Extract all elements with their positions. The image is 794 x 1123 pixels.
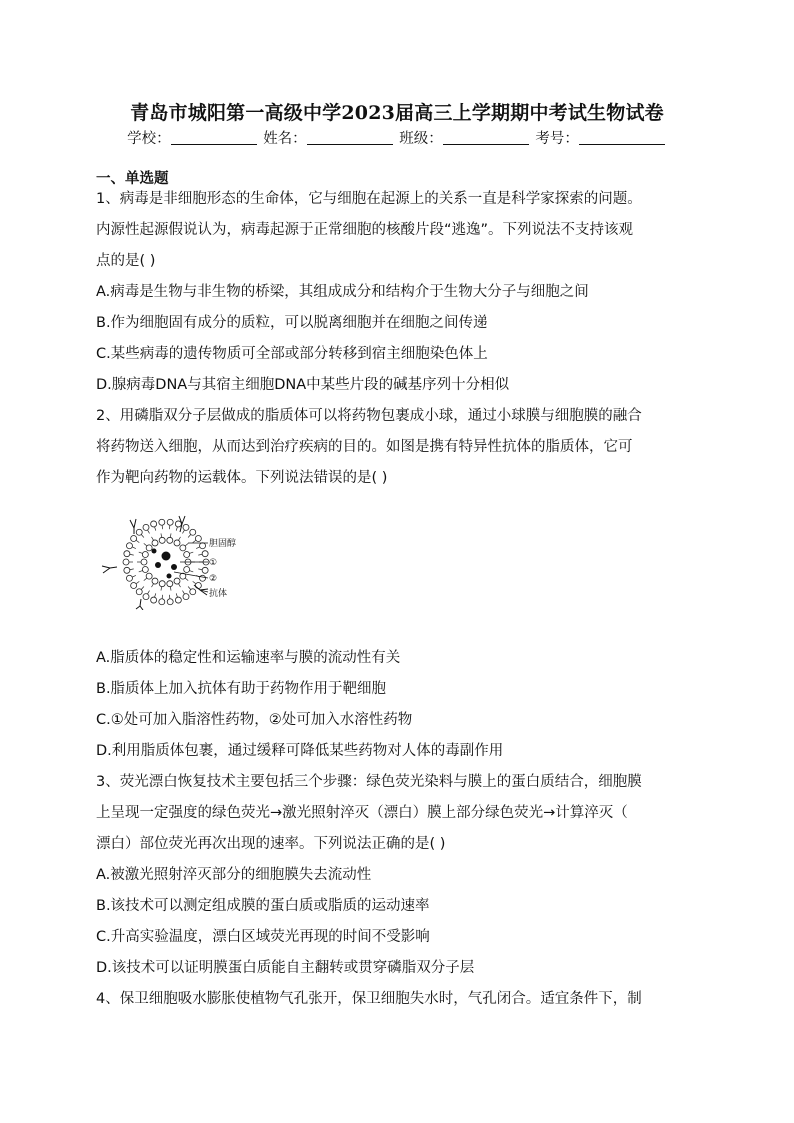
drug-particle (162, 552, 171, 561)
lipid-head (167, 537, 173, 543)
lipid-head (167, 519, 173, 525)
q4-stem-line-1: 4、保卫细胞吸水膨胀使植物气孔张开，保卫细胞失水时，气孔闭合。适宜条件下，制 (96, 991, 642, 1007)
antibody-shape (130, 519, 136, 534)
exam-number-label: 考号： (535, 131, 579, 147)
lipid-head (200, 543, 206, 549)
school-blank[interactable] (171, 130, 257, 145)
q1-stem-line-2: 内源性起源假说认为，病毒起源于正常细胞的核酸片段“逃逸”。下列说法不支持该观 (96, 222, 634, 238)
drug-particles (152, 549, 178, 579)
class-blank[interactable] (443, 130, 529, 145)
q1-option-c: C.某些病毒的遗传物质可全部或部分转移到宿主细胞染色体上 (96, 346, 488, 362)
lipid-head (143, 594, 149, 600)
q3-option-c: C.升高实验温度，漂白区域荧光再现的时间不受影响 (96, 929, 430, 945)
lipid-head (200, 575, 206, 581)
lipid-head (202, 551, 208, 557)
lipid-head (146, 573, 152, 579)
drug-particle (167, 574, 172, 579)
antibody-shape (102, 566, 117, 573)
lipid-head (159, 599, 165, 605)
q2-stem-line-1: 2、用磷脂双分子层做成的脂质体可以将药物包裹成小球，通过小球膜与细胞膜的融合 (96, 408, 642, 424)
label-site-1: ① (209, 558, 218, 568)
lipid-head (131, 535, 137, 541)
section-title: 一、单选题 (96, 171, 169, 187)
lipid-head (190, 589, 196, 595)
lipid-head (184, 567, 190, 573)
lipid-head (136, 589, 142, 595)
drug-particle (152, 549, 157, 554)
lipid-head (146, 545, 152, 551)
lipid-head (131, 583, 137, 589)
lipid-head (195, 535, 201, 541)
lipid-head (195, 583, 201, 589)
lipid-head (151, 521, 157, 527)
antibody-shape (136, 599, 143, 610)
q2-stem-line-3: 作为靶向药物的运载体。下列说法错误的是( ) (96, 470, 388, 486)
lipid-head (167, 599, 173, 605)
student-info-line (0, 127, 794, 148)
lipid-head (159, 581, 165, 587)
name-blank[interactable] (307, 130, 393, 145)
q1-option-d: D.腺病毒DNA与其宿主细胞DNA中某些片段的碱基序列十分相似 (96, 377, 510, 393)
lipid-head (174, 578, 180, 584)
lipid-head (159, 537, 165, 543)
q2-option-b: B.脂质体上加入抗体有助于药物作用于靶细胞 (96, 681, 387, 697)
lipid-head (183, 594, 189, 600)
liposome-diagram (96, 510, 256, 610)
name-label: 姓名： (263, 131, 307, 147)
lipid-head (159, 519, 165, 525)
lipid-head (190, 529, 196, 535)
lipid-head (126, 575, 132, 581)
q3-stem-line-3: 漂白）部位荧光再次出现的速率。下列说法正确的是( ) (96, 836, 446, 852)
lipid-head (183, 524, 189, 530)
lipid-head (142, 551, 148, 557)
exam-title: 青岛市城阳第一高级中学2023届高三上学期期中考试生物试卷 (130, 102, 664, 124)
lipid-head (180, 545, 186, 551)
label-cholesterol: 胆固醇 (209, 539, 237, 549)
school-label: 学校： (127, 131, 171, 147)
lipid-head (152, 578, 158, 584)
lipid-head (167, 581, 173, 587)
q2-stem-line-2: 将药物送入细胞，从而达到治疗疾病的目的。如图是携有特异性抗体的脂质体，它可 (96, 439, 633, 455)
q3-option-d: D.该技术可以证明膜蛋白质能自主翻转或贯穿磷脂双分子层 (96, 960, 475, 976)
q1-option-b: B.作为细胞固有成分的质粒，可以脱离细胞并在细胞之间传递 (96, 315, 488, 331)
lipid-head (136, 529, 142, 535)
lipid-head (152, 540, 158, 546)
lipid-head (202, 567, 208, 573)
lipid-head (126, 543, 132, 549)
lipid-head (124, 567, 130, 573)
lipid-head (141, 559, 147, 565)
drug-particle (155, 562, 161, 568)
class-label: 班级： (399, 131, 443, 147)
lipid-head (142, 567, 148, 573)
lipid-head (123, 559, 129, 565)
lipid-head (151, 597, 157, 603)
lipid-head (175, 521, 181, 527)
q2-option-d: D.利用脂质体包裹，通过缓释可降低某些药物对人体的毒副作用 (96, 743, 504, 759)
label-site-2: ② (209, 574, 218, 584)
lipid-head (174, 540, 180, 546)
q3-option-b: B.该技术可以测定组成膜的蛋白质或脂质的运动速率 (96, 898, 430, 914)
q1-stem-line-3: 点的是( ) (96, 253, 156, 269)
q3-stem-line-2: 上呈现一定强度的绿色荧光→激光照射淬灭（漂白）膜上部分绿色荧光→计算淬灭（ (96, 805, 628, 821)
q3-option-a: A.被激光照射淬灭部分的细胞膜失去流动性 (96, 867, 372, 883)
lipid-head (143, 524, 149, 530)
q1-stem-line-1: 1、病毒是非细胞形态的生命体，它与细胞在起源上的关系一直是科学家探索的问题。 (96, 191, 642, 207)
lipid-head (184, 551, 190, 557)
drug-particle (171, 564, 177, 570)
label-antibody: 抗体 (209, 589, 228, 599)
q2-option-c: C.①处可加入脂溶性药物，②处可加入水溶性药物 (96, 712, 413, 728)
lipid-head (124, 551, 130, 557)
exam-number-blank[interactable] (579, 130, 665, 145)
q2-option-a: A.脂质体的稳定性和运输速率与膜的流动性有关 (96, 650, 401, 666)
lipid-head (175, 597, 181, 603)
q3-stem-line-1: 3、荧光漂白恢复技术主要包括三个步骤：绿色荧光染料与膜上的蛋白质结合，细胞膜 (96, 774, 642, 790)
q1-option-a: A.病毒是生物与非生物的桥梁，其组成成分和结构介于生物大分子与细胞之间 (96, 284, 589, 300)
